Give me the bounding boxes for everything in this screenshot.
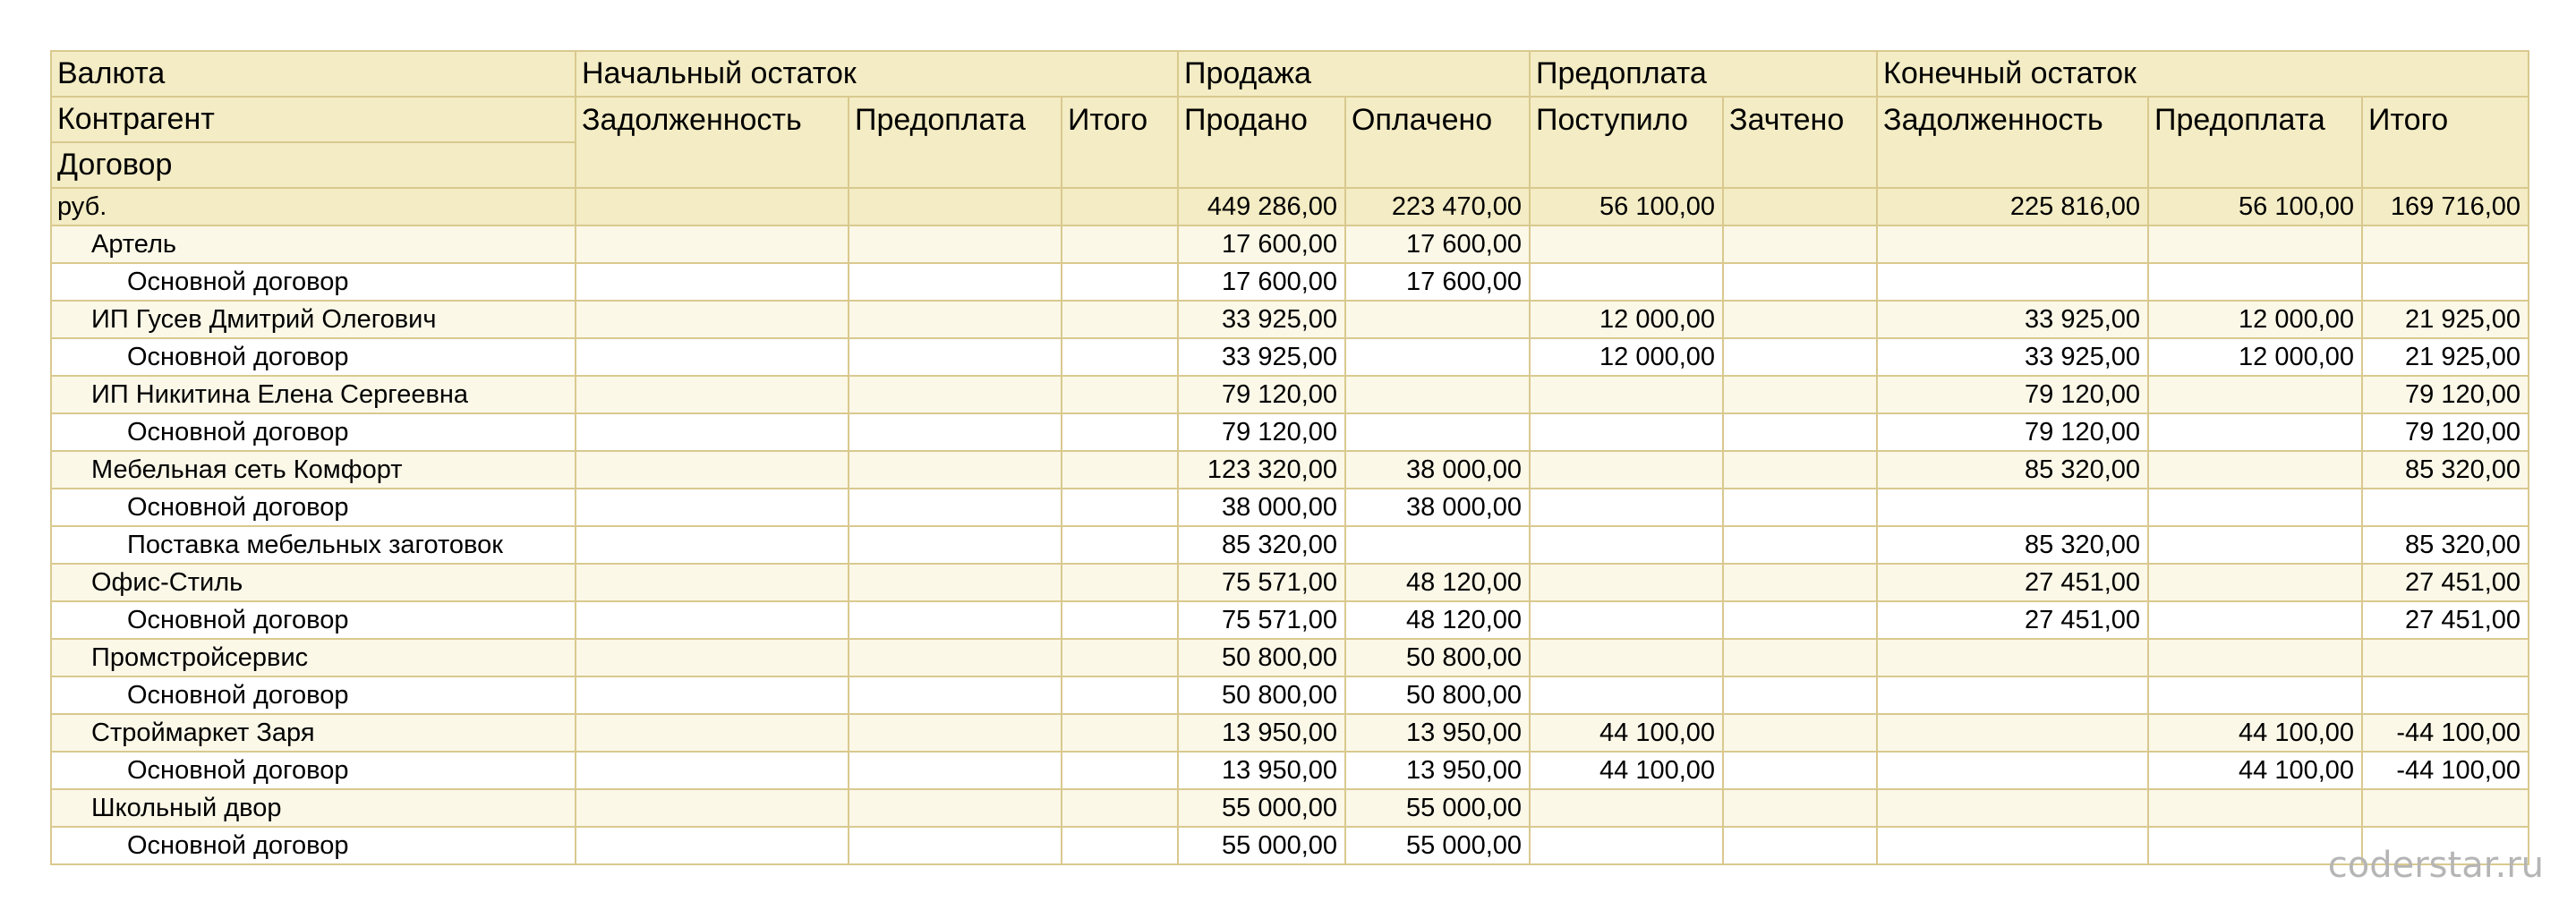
cell-cb-total: 169 716,00: [2362, 188, 2529, 225]
cell-received: [1530, 601, 1723, 639]
cell-received: [1530, 413, 1723, 451]
cell-ob-total: [1062, 714, 1178, 752]
cell-ob-prepay: [849, 526, 1062, 564]
cell-ob-total: [1062, 413, 1178, 451]
cell-sold: 50 800,00: [1178, 676, 1345, 714]
cell-paid: [1345, 526, 1530, 564]
cell-ob-prepay: [849, 413, 1062, 451]
header-paid: Оплачено: [1345, 97, 1530, 188]
cell-sold: 79 120,00: [1178, 376, 1345, 413]
cell-cb-prepay: [2148, 789, 2362, 827]
cell-received: [1530, 789, 1723, 827]
cell-name: ИП Никитина Елена Сергеевна: [51, 376, 576, 413]
header-opening-balance: Начальный остаток: [576, 51, 1178, 97]
cell-received: [1530, 827, 1723, 864]
header-row-1: [51, 51, 2529, 97]
cell-cb-total: 85 320,00: [2362, 451, 2529, 489]
contract-row[interactable]: [51, 338, 2529, 376]
counterparty-row[interactable]: [51, 301, 2529, 338]
cell-name: Основной договор: [51, 263, 576, 301]
cell-ob-prepay: [849, 827, 1062, 864]
header-cb-total: Итого: [2362, 97, 2529, 188]
cell-ob-debt: [576, 526, 849, 564]
cell-received: 44 100,00: [1530, 714, 1723, 752]
header-cb-debt: Задолженность: [1877, 97, 2148, 188]
cell-cb-prepay: 12 000,00: [2148, 301, 2362, 338]
cell-cb-total: 27 451,00: [2362, 564, 2529, 601]
cell-offset: [1723, 789, 1877, 827]
cell-sold: 85 320,00: [1178, 526, 1345, 564]
cell-ob-total: [1062, 376, 1178, 413]
cell-ob-total: [1062, 489, 1178, 526]
cell-cb-total: 79 120,00: [2362, 413, 2529, 451]
cell-name: Основной договор: [51, 752, 576, 789]
cell-offset: [1723, 301, 1877, 338]
cell-paid: [1345, 301, 1530, 338]
cell-received: [1530, 526, 1723, 564]
counterparty-row[interactable]: [51, 225, 2529, 263]
cell-cb-debt: [1877, 752, 2148, 789]
cell-offset: [1723, 676, 1877, 714]
cell-name: Промстройсервис: [51, 639, 576, 676]
cell-cb-total: 85 320,00: [2362, 526, 2529, 564]
counterparty-row[interactable]: [51, 639, 2529, 676]
cell-paid: 13 950,00: [1345, 752, 1530, 789]
cell-offset: [1723, 263, 1877, 301]
cell-ob-prepay: [849, 225, 1062, 263]
cell-paid: 38 000,00: [1345, 489, 1530, 526]
header-closing-balance: Конечный остаток: [1877, 51, 2529, 97]
cell-ob-debt: [576, 413, 849, 451]
cell-received: 12 000,00: [1530, 301, 1723, 338]
header-prepayment: Предоплата: [1530, 51, 1877, 97]
cell-cb-total: -44 100,00: [2362, 752, 2529, 789]
cell-paid: 17 600,00: [1345, 263, 1530, 301]
cell-cb-total: 21 925,00: [2362, 338, 2529, 376]
cell-name: Основной договор: [51, 827, 576, 864]
cell-cb-prepay: [2148, 639, 2362, 676]
cell-cb-prepay: [2148, 225, 2362, 263]
cell-ob-debt: [576, 263, 849, 301]
contract-row[interactable]: [51, 752, 2529, 789]
cell-cb-debt: 27 451,00: [1877, 564, 2148, 601]
cell-cb-debt: 85 320,00: [1877, 526, 2148, 564]
cell-ob-debt: [576, 376, 849, 413]
cell-cb-debt: 79 120,00: [1877, 376, 2148, 413]
cell-ob-prepay: [849, 376, 1062, 413]
cell-cb-total: 79 120,00: [2362, 376, 2529, 413]
cell-cb-total: [2362, 489, 2529, 526]
cell-cb-debt: 33 925,00: [1877, 301, 2148, 338]
cell-name: Основной договор: [51, 489, 576, 526]
header-currency: Валюта: [51, 51, 576, 97]
cell-received: [1530, 263, 1723, 301]
cell-offset: [1723, 451, 1877, 489]
cell-ob-debt: [576, 639, 849, 676]
cell-ob-debt: [576, 188, 849, 225]
cell-ob-debt: [576, 225, 849, 263]
cell-offset: [1723, 564, 1877, 601]
cell-cb-total: [2362, 225, 2529, 263]
contract-row[interactable]: [51, 601, 2529, 639]
cell-ob-debt: [576, 601, 849, 639]
cell-cb-debt: [1877, 639, 2148, 676]
cell-cb-prepay: [2148, 601, 2362, 639]
cell-ob-debt: [576, 489, 849, 526]
cell-ob-prepay: [849, 601, 1062, 639]
cell-paid: 50 800,00: [1345, 639, 1530, 676]
cell-sold: 55 000,00: [1178, 789, 1345, 827]
header-received: Поступило: [1530, 97, 1723, 188]
cell-cb-prepay: 12 000,00: [2148, 338, 2362, 376]
header-contract: Договор: [51, 142, 576, 188]
cell-ob-debt: [576, 752, 849, 789]
cell-cb-total: [2362, 789, 2529, 827]
cell-ob-debt: [576, 451, 849, 489]
cell-name: Строймаркет Заря: [51, 714, 576, 752]
cell-name: Поставка мебельных заготовок: [51, 526, 576, 564]
cell-offset: [1723, 489, 1877, 526]
cell-received: [1530, 564, 1723, 601]
cell-ob-prepay: [849, 451, 1062, 489]
cell-ob-debt: [576, 714, 849, 752]
cell-paid: [1345, 376, 1530, 413]
cell-ob-debt: [576, 789, 849, 827]
cell-cb-prepay: [2148, 564, 2362, 601]
header-ob-prepay: Предоплата: [849, 97, 1062, 188]
counterparty-row[interactable]: [51, 789, 2529, 827]
cell-offset: [1723, 338, 1877, 376]
cell-cb-debt: [1877, 827, 2148, 864]
cell-received: [1530, 225, 1723, 263]
cell-name: Артель: [51, 225, 576, 263]
cell-cb-debt: 85 320,00: [1877, 451, 2148, 489]
cell-received: 44 100,00: [1530, 752, 1723, 789]
cell-ob-debt: [576, 338, 849, 376]
cell-offset: [1723, 714, 1877, 752]
cell-offset: [1723, 752, 1877, 789]
cell-cb-debt: [1877, 714, 2148, 752]
cell-offset: [1723, 827, 1877, 864]
cell-cb-total: [2362, 639, 2529, 676]
header-cb-prepay: Предоплата: [2148, 97, 2362, 188]
cell-offset: [1723, 225, 1877, 263]
cell-cb-prepay: 44 100,00: [2148, 714, 2362, 752]
cell-ob-prepay: [849, 714, 1062, 752]
contract-row[interactable]: [51, 263, 2529, 301]
cell-offset: [1723, 413, 1877, 451]
counterparty-row[interactable]: [51, 564, 2529, 601]
cell-sold: 17 600,00: [1178, 263, 1345, 301]
cell-ob-total: [1062, 639, 1178, 676]
cell-cb-debt: 27 451,00: [1877, 601, 2148, 639]
cell-cb-debt: [1877, 676, 2148, 714]
cell-sold: 17 600,00: [1178, 225, 1345, 263]
cell-cb-prepay: [2148, 263, 2362, 301]
cell-ob-total: [1062, 676, 1178, 714]
cell-ob-prepay: [849, 564, 1062, 601]
cell-offset: [1723, 601, 1877, 639]
cell-ob-prepay: [849, 489, 1062, 526]
cell-cb-prepay: [2148, 413, 2362, 451]
header-offset: Зачтено: [1723, 97, 1877, 188]
cell-name: Основной договор: [51, 338, 576, 376]
cell-sold: 50 800,00: [1178, 639, 1345, 676]
header-row-2: [51, 97, 2529, 142]
cell-paid: 50 800,00: [1345, 676, 1530, 714]
cell-paid: [1345, 413, 1530, 451]
cell-name: Мебельная сеть Комфорт: [51, 451, 576, 489]
cell-cb-debt: [1877, 263, 2148, 301]
cell-cb-total: 27 451,00: [2362, 601, 2529, 639]
cell-ob-prepay: [849, 676, 1062, 714]
cell-received: [1530, 489, 1723, 526]
cell-paid: [1345, 338, 1530, 376]
counterparty-row[interactable]: [51, 714, 2529, 752]
cell-cb-prepay: [2148, 526, 2362, 564]
cell-ob-total: [1062, 263, 1178, 301]
cell-name: Основной договор: [51, 601, 576, 639]
cell-offset: [1723, 376, 1877, 413]
cell-paid: 48 120,00: [1345, 601, 1530, 639]
cell-name: Школьный двор: [51, 789, 576, 827]
cell-ob-total: [1062, 789, 1178, 827]
cell-cb-prepay: [2148, 451, 2362, 489]
cell-sold: 123 320,00: [1178, 451, 1345, 489]
cell-paid: 55 000,00: [1345, 789, 1530, 827]
contract-row[interactable]: [51, 526, 2529, 564]
cell-cb-total: 21 925,00: [2362, 301, 2529, 338]
cell-name: ИП Гусев Дмитрий Олегович: [51, 301, 576, 338]
cell-cb-prepay: 56 100,00: [2148, 188, 2362, 225]
cell-ob-prepay: [849, 752, 1062, 789]
cell-ob-debt: [576, 564, 849, 601]
cell-cb-total: -44 100,00: [2362, 714, 2529, 752]
cell-paid: 223 470,00: [1345, 188, 1530, 225]
cell-ob-total: [1062, 188, 1178, 225]
cell-sold: 79 120,00: [1178, 413, 1345, 451]
contract-row[interactable]: [51, 489, 2529, 526]
cell-received: 56 100,00: [1530, 188, 1723, 225]
cell-ob-prepay: [849, 301, 1062, 338]
cell-sold: 13 950,00: [1178, 752, 1345, 789]
cell-name: Офис-Стиль: [51, 564, 576, 601]
cell-ob-total: [1062, 601, 1178, 639]
currency-row[interactable]: [51, 188, 2529, 225]
cell-cb-total: [2362, 263, 2529, 301]
cell-cb-prepay: [2148, 676, 2362, 714]
header-sale: Продажа: [1178, 51, 1530, 97]
cell-ob-debt: [576, 827, 849, 864]
header-ob-total: Итого: [1062, 97, 1178, 188]
cell-paid: 38 000,00: [1345, 451, 1530, 489]
cell-received: [1530, 451, 1723, 489]
cell-offset: [1723, 188, 1877, 225]
cell-received: [1530, 676, 1723, 714]
cell-ob-total: [1062, 338, 1178, 376]
cell-sold: 38 000,00: [1178, 489, 1345, 526]
cell-sold: 33 925,00: [1178, 338, 1345, 376]
cell-cb-debt: [1877, 225, 2148, 263]
cell-received: 12 000,00: [1530, 338, 1723, 376]
cell-ob-prepay: [849, 338, 1062, 376]
cell-cb-prepay: 44 100,00: [2148, 752, 2362, 789]
contract-row[interactable]: [51, 676, 2529, 714]
contract-row[interactable]: [51, 827, 2529, 864]
cell-ob-total: [1062, 225, 1178, 263]
cell-sold: 33 925,00: [1178, 301, 1345, 338]
cell-cb-debt: [1877, 789, 2148, 827]
cell-ob-debt: [576, 301, 849, 338]
cell-paid: 48 120,00: [1345, 564, 1530, 601]
cell-cb-debt: 225 816,00: [1877, 188, 2148, 225]
cell-ob-total: [1062, 827, 1178, 864]
cell-sold: 13 950,00: [1178, 714, 1345, 752]
header-ob-debt: Задолженность: [576, 97, 849, 188]
cell-sold: 55 000,00: [1178, 827, 1345, 864]
cell-ob-total: [1062, 301, 1178, 338]
cell-sold: 449 286,00: [1178, 188, 1345, 225]
cell-offset: [1723, 639, 1877, 676]
cell-ob-prepay: [849, 188, 1062, 225]
cell-ob-prepay: [849, 789, 1062, 827]
cell-paid: 17 600,00: [1345, 225, 1530, 263]
cell-cb-prepay: [2148, 376, 2362, 413]
cell-ob-total: [1062, 564, 1178, 601]
counterparty-row[interactable]: [51, 451, 2529, 489]
cell-received: [1530, 639, 1723, 676]
cell-sold: 75 571,00: [1178, 564, 1345, 601]
cell-ob-total: [1062, 752, 1178, 789]
cell-name: руб.: [51, 188, 576, 225]
cell-paid: 13 950,00: [1345, 714, 1530, 752]
cell-ob-total: [1062, 526, 1178, 564]
header-sold: Продано: [1178, 97, 1345, 188]
cell-ob-prepay: [849, 263, 1062, 301]
cell-received: [1530, 376, 1723, 413]
cell-paid: 55 000,00: [1345, 827, 1530, 864]
report-table: [50, 50, 2529, 865]
contract-row[interactable]: [51, 413, 2529, 451]
watermark: coderstar.ru: [2327, 845, 2544, 886]
cell-ob-debt: [576, 676, 849, 714]
cell-sold: 75 571,00: [1178, 601, 1345, 639]
cell-cb-total: [2362, 676, 2529, 714]
cell-offset: [1723, 526, 1877, 564]
cell-cb-debt: 79 120,00: [1877, 413, 2148, 451]
cell-name: Основной договор: [51, 676, 576, 714]
cell-ob-total: [1062, 451, 1178, 489]
counterparty-row[interactable]: [51, 376, 2529, 413]
cell-cb-prepay: [2148, 489, 2362, 526]
cell-cb-debt: [1877, 489, 2148, 526]
cell-ob-prepay: [849, 639, 1062, 676]
header-counterparty: Контрагент: [51, 97, 576, 142]
cell-cb-debt: 33 925,00: [1877, 338, 2148, 376]
cell-name: Основной договор: [51, 413, 576, 451]
